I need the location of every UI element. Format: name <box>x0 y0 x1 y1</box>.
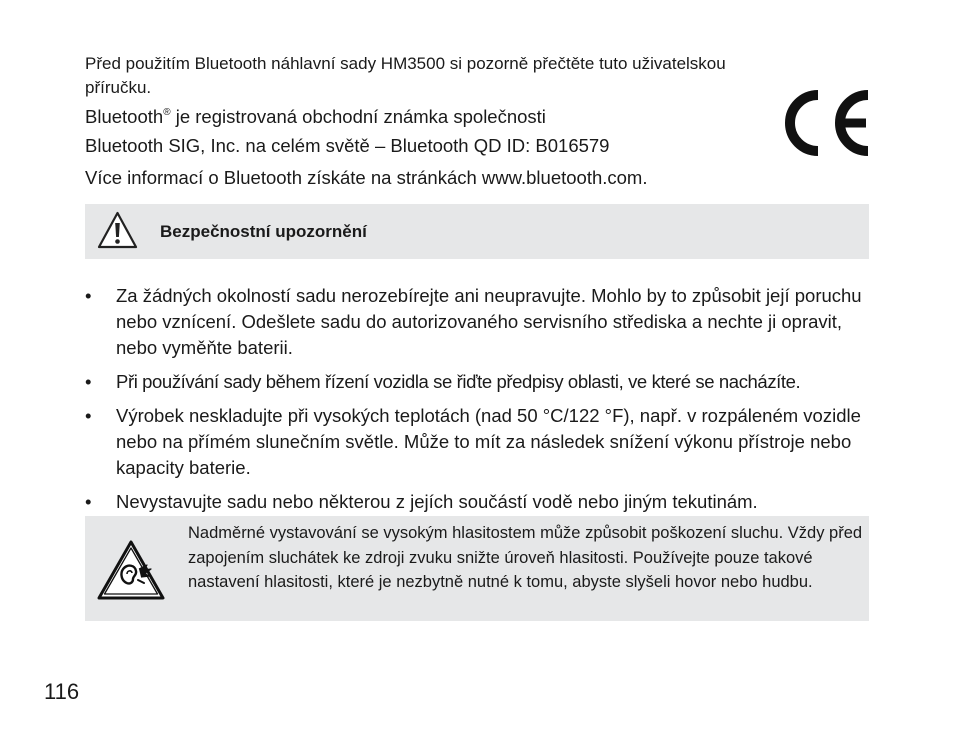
intro-text: Před použitím Bluetooth náhlavní sady HM3500 si pozorně přečtěte tuto uživatelskou příručku. <box>85 54 726 97</box>
warning-triangle-icon <box>96 210 139 250</box>
list-item-text: Při používání sady během řízení vozidla se řiďte předpisy oblasti, ve které se nacházíte. <box>116 371 801 392</box>
hearing-warning-text: Nadměrné vystavování se vysokým hlasitostem může způsobit poškození sluchu. Vždy před zapojením sluchátek ke zdroji zvuku snižte úroveň hlasitosti. Používejte pouze takové nastavení hlasitosti, které je nezbytně nutné k tomu, abyste slyšeli hovor nebo hudbu. <box>188 524 863 591</box>
safety-list <box>85 283 875 523</box>
list-item <box>85 403 875 481</box>
bullet: • <box>85 285 92 306</box>
more-info-line: Více informací o Bluetooth získáte na stránkách www.bluetooth.com. <box>85 167 648 188</box>
ce-mark-icon <box>780 86 872 160</box>
bullet: • <box>85 491 92 512</box>
list-item <box>85 369 875 395</box>
list-item <box>85 283 875 361</box>
safety-header <box>85 204 869 259</box>
bullet: • <box>85 405 92 426</box>
registered-symbol: ® <box>163 107 171 118</box>
list-item <box>85 489 875 515</box>
trademark-name: Bluetooth <box>85 106 164 127</box>
trademark-line-2: Bluetooth SIG, Inc. na celém světě – Bluetooth QD ID: B016579 <box>85 135 610 156</box>
page-number: 116 <box>44 679 80 704</box>
bullet: • <box>85 371 92 392</box>
trademark-line-1 <box>85 105 546 129</box>
safety-title: Bezpečnostní upozornění <box>160 222 367 241</box>
hearing-damage-icon <box>96 539 166 601</box>
list-item-text: Nevystavujte sadu nebo některou z jejích součástí vodě nebo jiným tekutinám. <box>116 491 758 512</box>
list-item-text: Výrobek neskladujte při vysokých teplotách (nad 50 °C/122 °F), např. v rozpáleném vozidle nebo na přímém slunečním světle. Může to mít za následek snížení výkonu přístroje nebo kapacity baterie. <box>116 405 861 478</box>
list-item-text: Za žádných okolností sadu nerozebírejte ani neupravujte. Mohlo by to způsobit její poruchu nebo vznícení. Odešlete sadu do autorizovaného servisního střediska a nechte ji opravit, nebo vyměňte baterii. <box>116 285 862 358</box>
hearing-warning-box <box>85 516 869 621</box>
trademark-rest: je registrovaná obchodní známka společnosti <box>170 106 546 127</box>
